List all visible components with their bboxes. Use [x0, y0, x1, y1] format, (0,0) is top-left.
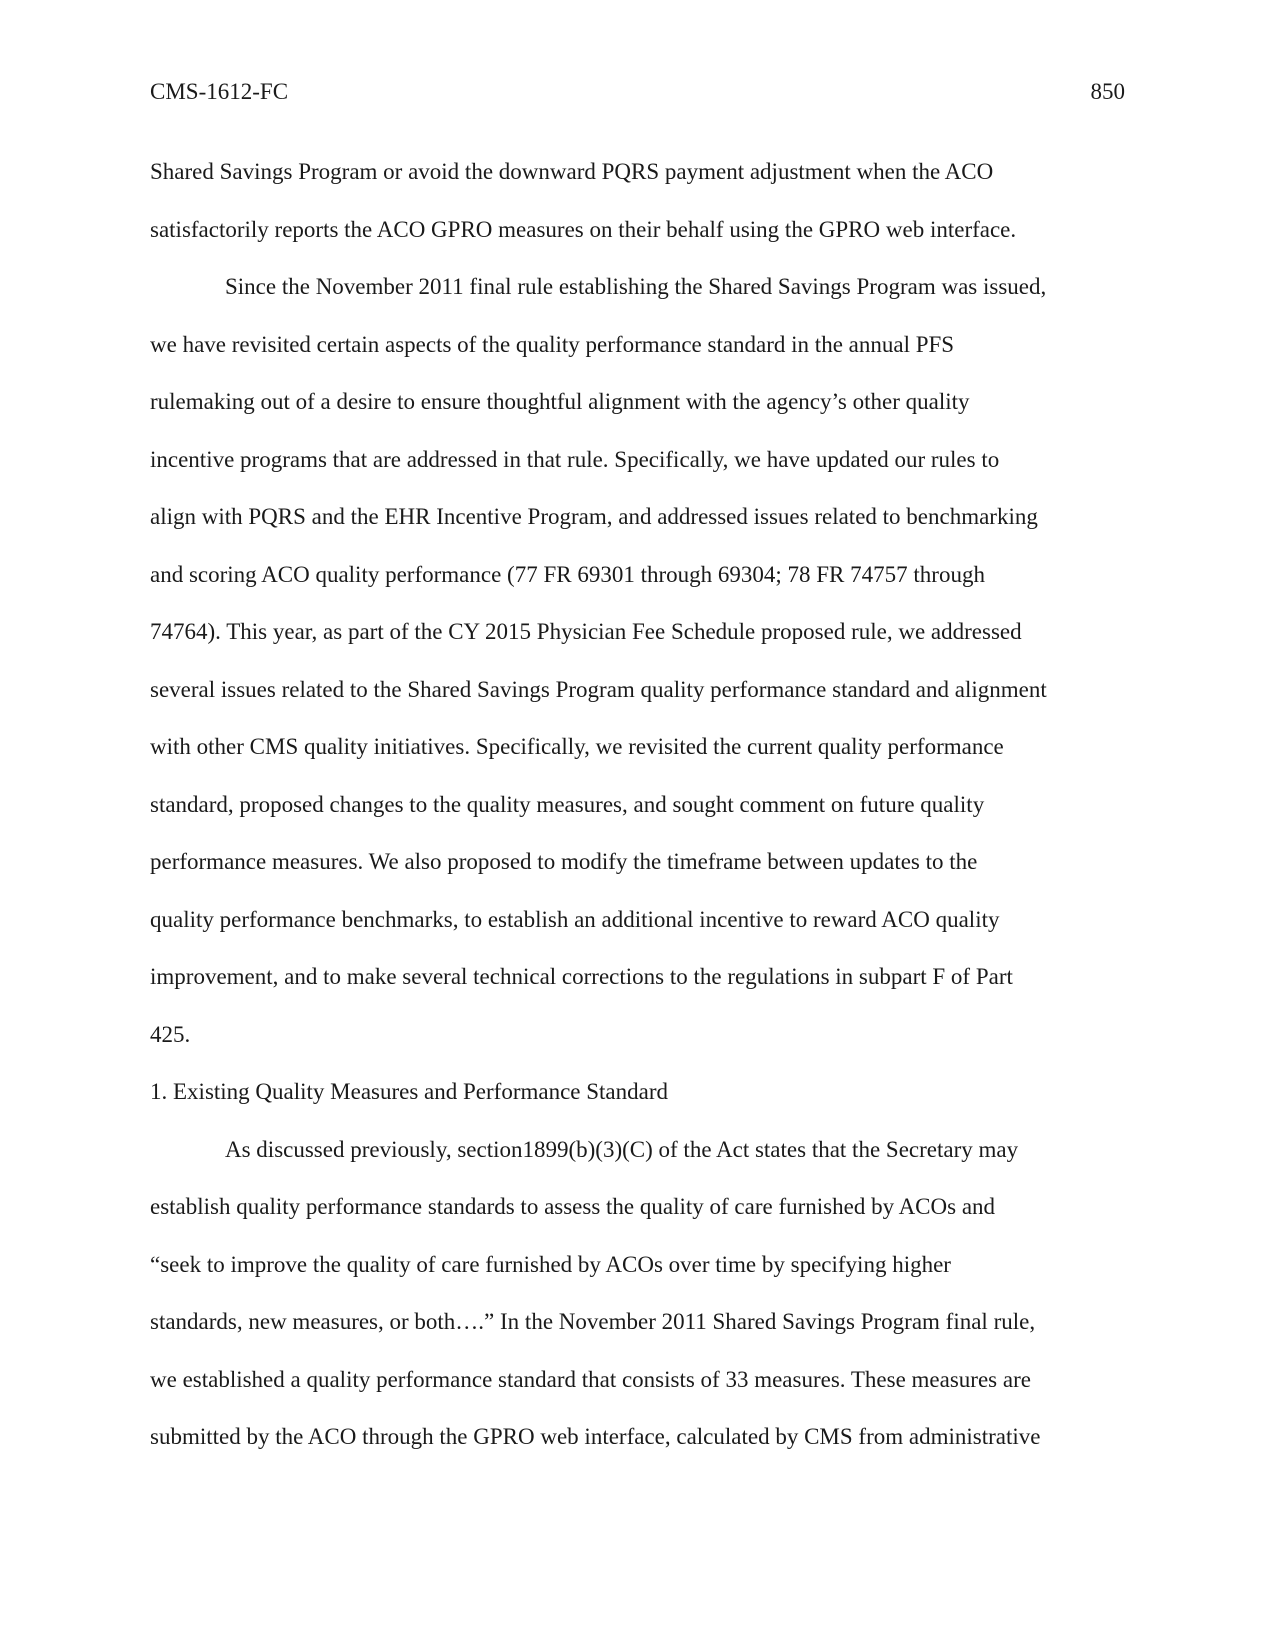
body-line: align with PQRS and the EHR Incentive Program, and addressed issues related to benchmarking: [150, 504, 1038, 529]
body-line: Shared Savings Program or avoid the downward PQRS payment adjustment when the ACO: [150, 159, 994, 184]
body-line: we established a quality performance standard that consists of 33 measures. These measures are: [150, 1366, 1031, 1392]
section-heading: 1. Existing Quality Measures and Performance Standard: [150, 1079, 669, 1104]
page-number: 850: [1090, 79, 1125, 104]
body-line: several issues related to the Shared Savings Program quality performance standard and alignment: [150, 676, 1047, 702]
body-line: submitted by the ACO through the GPRO web interface, calculated by CMS from administrative: [150, 1424, 1041, 1449]
body-line: quality performance benchmarks, to establish an additional incentive to reward ACO quality: [150, 906, 1000, 932]
body-line: satisfactorily reports the ACO GPRO measures on their behalf using the GPRO web interface.: [150, 216, 1017, 242]
body-line: incentive programs that are addressed in that rule. Specifically, we have updated our rules to: [150, 446, 1000, 472]
page-header: [150, 72, 1125, 112]
body-line: improvement, and to make several technical corrections to the regulations in subpart F of Part: [150, 964, 1013, 989]
paragraph-start-line: Since the November 2011 final rule establishing the Shared Savings Program was issued,: [225, 274, 1047, 299]
body-line: 74764). This year, as part of the CY 2015 Physician Fee Schedule proposed rule, we addressed: [150, 619, 1022, 644]
body-line: standard, proposed changes to the quality measures, and sought comment on future quality: [150, 791, 985, 817]
body-line: with other CMS quality initiatives. Specifically, we revisited the current quality performance: [150, 734, 1004, 759]
body-line: standards, new measures, or both….” In the November 2011 Shared Savings Program final rule,: [150, 1309, 1036, 1334]
body-line: establish quality performance standards to assess the quality of care furnished by ACOs and: [150, 1194, 996, 1219]
paragraph-start-line: As discussed previously, section1899(b)(3)(C) of the Act states that the Secretary may: [225, 1136, 1019, 1162]
document-body: [150, 143, 1125, 1466]
body-line: and scoring ACO quality performance (77 FR 69301 through 69304; 78 FR 74757 through: [150, 561, 985, 587]
body-line: performance measures. We also proposed to modify the timeframe between updates to the: [150, 849, 978, 874]
body-line: 425.: [150, 1021, 191, 1047]
body-line: we have revisited certain aspects of the quality performance standard in the annual PFS: [150, 331, 955, 357]
document-id: CMS-1612-FC: [150, 79, 289, 104]
body-line: rulemaking out of a desire to ensure thoughtful alignment with the agency’s other quality: [150, 389, 970, 414]
body-line: “seek to improve the quality of care furnished by ACOs over time by specifying higher: [150, 1251, 951, 1277]
